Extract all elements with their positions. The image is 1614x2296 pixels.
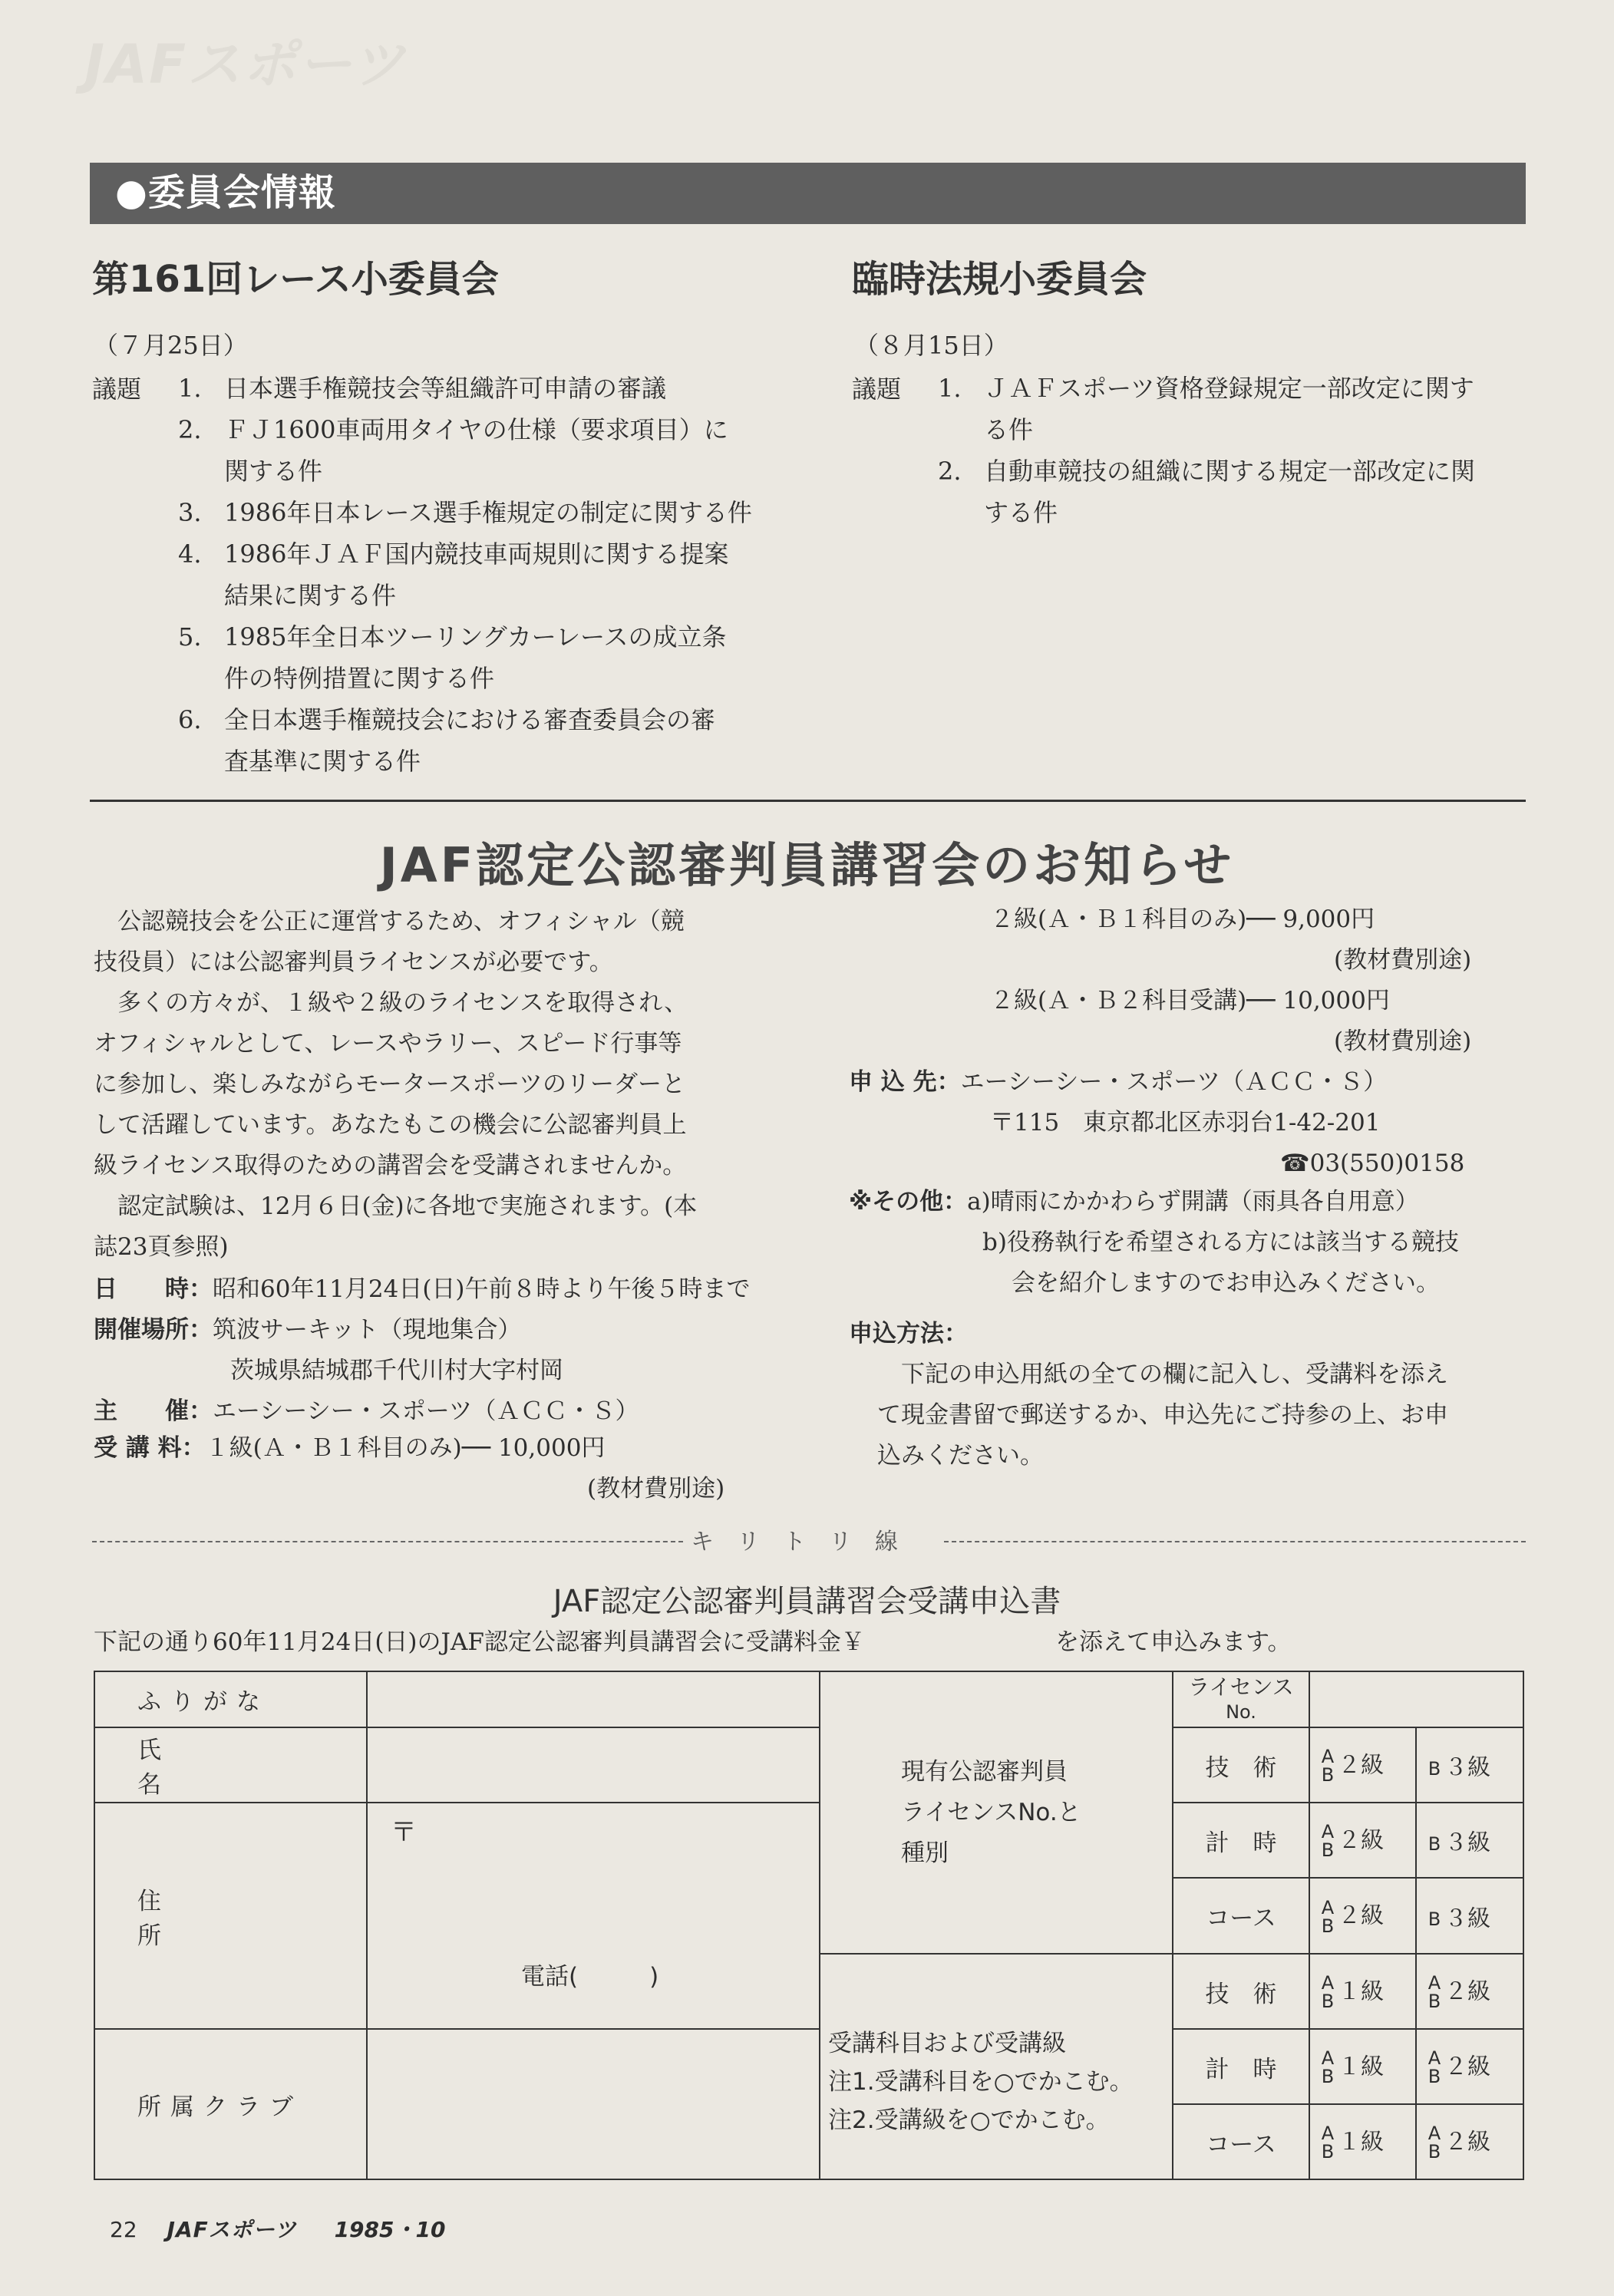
ab-mark: A B xyxy=(1321,1896,1335,1937)
item-text: る件 xyxy=(984,415,1034,444)
race-committee-date: （７月25日） xyxy=(94,331,248,360)
fee-1-note: (教材費別途) xyxy=(587,1475,725,1503)
item-text: 結果に関する件 xyxy=(224,581,397,610)
notice-paragraph-line: オフィシャルとして、レースやラリー、スピード行事等 xyxy=(94,1030,682,1057)
row-label-course-2: コース xyxy=(1173,2104,1309,2179)
cut-line-label: キ リ ト リ 線 xyxy=(691,1529,898,1555)
other-row xyxy=(849,1182,1419,1222)
application-form xyxy=(94,1671,1524,2180)
item-text: 1985年全日本ツーリングカーレースの成立条 xyxy=(224,622,727,652)
item-number: 1. xyxy=(178,374,202,403)
form-intro-a: 下記の通り60年11月24日(日)のJAF認定公認審判員講習会に受講料金￥ xyxy=(94,1628,865,1656)
course-tech-grade2[interactable]: A B ２級 xyxy=(1416,1954,1523,2029)
notice-paragraph-line: 認定試験は、12月６日(金)に各地で実施されます。(本 xyxy=(94,1193,698,1220)
host-label: 主 催： xyxy=(94,1397,213,1425)
date-value: 昭和60年11月24日(日)午前８時より午後５時まで xyxy=(213,1275,751,1303)
current-course-grade3[interactable]: B ３級 xyxy=(1416,1878,1523,1954)
form-intro-b: を添えて申込みます。 xyxy=(1055,1628,1292,1656)
address-field[interactable] xyxy=(367,1803,820,2029)
row-label-course-1: 計 時 xyxy=(1173,2029,1309,2104)
postal-mark: 〒 xyxy=(391,1817,417,1849)
course-course-grade1[interactable]: A B １級 xyxy=(1309,2104,1416,2179)
address-label-text: 住所 xyxy=(137,1887,284,1950)
license-no-l2: No. xyxy=(1226,1701,1256,1723)
faint-header-logo: JAFスポーツ xyxy=(84,33,407,96)
course-timing-grade1[interactable]: A B １級 xyxy=(1309,2029,1416,2104)
b-mark: B xyxy=(1428,1908,1441,1931)
date-label: 日 時： xyxy=(94,1275,213,1303)
method-line: 込みください。 xyxy=(877,1442,1044,1470)
license-no-label xyxy=(1173,1671,1309,1727)
notice-paragraph-line: 多くの方々が、１級や２級のライセンスを取得され、 xyxy=(94,989,688,1017)
b-mark: B xyxy=(1428,1833,1441,1855)
row-label-course-0: 技 術 xyxy=(1173,1954,1309,2029)
course-tech-grade1[interactable]: A B １級 xyxy=(1309,1954,1416,2029)
fee-label: 受 講 料： xyxy=(94,1434,206,1462)
method-line: て現金書留で郵送するか、申込先にご持参の上、お申 xyxy=(877,1401,1448,1429)
date-row xyxy=(94,1269,751,1310)
regulation-committee-date: （８月15日） xyxy=(854,331,1008,360)
fee-3: ２級(Ａ・Ｂ２科目受講)── 10,000円 xyxy=(990,987,1390,1014)
notice-paragraph-line: 技役員）には公認審判員ライセンスが必要です。 xyxy=(94,948,613,976)
race-committee-title: 第161回レース小委員会 xyxy=(92,258,499,301)
row-label-current-1: 計 時 xyxy=(1173,1803,1309,1878)
ab-mark: A B xyxy=(1428,1972,1441,2013)
course-l1: 受講科目および受講級 xyxy=(828,2030,1066,2058)
venue-address: 茨城県結城郡千代川村大字村岡 xyxy=(230,1357,563,1384)
item-number: 3. xyxy=(178,498,202,527)
other-label: ※その他： xyxy=(849,1188,968,1216)
item-text: 1986年日本レース選手権規定の制定に関する件 xyxy=(224,498,752,527)
venue-value: 筑波サーキット（現地集合） xyxy=(213,1316,522,1344)
course-course-grade2[interactable]: A B ２級 xyxy=(1416,2104,1523,2179)
magazine-logo: JAFスポーツ xyxy=(167,2217,297,2242)
ab-mark: A B xyxy=(1321,1746,1335,1786)
apply-phone: ☎03(550)0158 xyxy=(1280,1150,1465,1177)
item-text: 件の特例措置に関する件 xyxy=(224,664,495,693)
course-timing-grade2[interactable]: A B ２級 xyxy=(1416,2029,1523,2104)
item-text: 1986年ＪＡＦ国内競技車両規則に関する提案 xyxy=(224,539,729,569)
apply-to-label: 申 込 先： xyxy=(849,1068,961,1096)
notice-paragraph-line: 公認競技会を公正に運営するため、オフィシャル（競 xyxy=(94,908,685,935)
notice-paragraph-line: して活躍しています。あなたもこの機会に公認審判員上 xyxy=(94,1111,687,1139)
current-course-grade2[interactable]: A B ２級 xyxy=(1309,1878,1416,1954)
other-b2: 会を紹介しますのでお申込みください。 xyxy=(1012,1269,1440,1297)
page-footer xyxy=(110,2213,445,2244)
item-text: する件 xyxy=(984,498,1058,527)
item-text: 査基準に関する件 xyxy=(224,747,421,776)
item-text: 日本選手権競技会等組織許可申請の審議 xyxy=(224,374,667,403)
name-label-text: 氏名 xyxy=(137,1737,284,1800)
regulation-committee-title: 臨時法規小委員会 xyxy=(852,258,1147,301)
fee-2: ２級(Ａ・Ｂ１科目のみ)── 9,000円 xyxy=(990,906,1375,933)
ab-mark: A B xyxy=(1321,2123,1335,2163)
apply-address: 〒115 東京都北区赤羽台1-42-201 xyxy=(990,1109,1381,1136)
other-a: a)晴雨にかかわらず開講（雨具各自用意） xyxy=(967,1188,1419,1216)
name-label xyxy=(94,1727,367,1803)
current-license-l1: 現有公認審判員 xyxy=(901,1757,1068,1786)
club-label: 所属クラブ xyxy=(94,2029,367,2179)
section-divider xyxy=(90,800,1526,802)
notice-paragraph-line: に参加し、楽しみながらモータースポーツのリーダーと xyxy=(94,1070,685,1098)
cut-line-left xyxy=(92,1541,683,1542)
issue-date: 1985・10 xyxy=(334,2217,446,2242)
regulation-agenda-label: 議題 xyxy=(852,374,902,404)
apply-to-row xyxy=(849,1062,1387,1103)
race-agenda-label: 議題 xyxy=(92,374,142,404)
fee-2-note: (教材費別途) xyxy=(1334,946,1472,974)
item-text: ＪＡＦスポーツ資格登録規定一部改定に関す xyxy=(984,374,1474,403)
item-text: ＦＪ1600車両用タイヤの仕様（要求項目）に xyxy=(224,415,728,444)
notice-paragraph-line: 級ライセンス取得のための講習会を受講されませんか。 xyxy=(94,1152,687,1179)
item-number: 2. xyxy=(938,457,962,486)
item-number: 4. xyxy=(178,539,202,569)
item-text: 自動車競技の組織に関する規定一部改定に関 xyxy=(984,457,1476,486)
fee-row xyxy=(94,1428,605,1469)
address-label xyxy=(94,1803,367,2029)
host-value: エーシーシー・スポーツ（ＡＣＣ・Ｓ） xyxy=(213,1397,639,1425)
form-title: JAF認定公認審判員講習会受講申込書 xyxy=(553,1584,1061,1619)
name-field[interactable] xyxy=(367,1727,820,1803)
fee-1: １級(Ａ・Ｂ１科目のみ)── 10,000円 xyxy=(205,1434,606,1462)
item-text: 全日本選手権競技会における審査委員会の審 xyxy=(224,705,716,734)
fee-3-note: (教材費別途) xyxy=(1334,1028,1472,1055)
other-b1: b)役務執行を希望される方には該当する競技 xyxy=(982,1229,1459,1256)
club-field[interactable] xyxy=(367,2029,820,2179)
current-timing-grade2[interactable]: A B ２級 xyxy=(1309,1803,1416,1878)
b-mark: B xyxy=(1428,1757,1441,1780)
notice-paragraph-line: 誌23頁参照) xyxy=(94,1233,229,1261)
furigana-label: ふりがな xyxy=(94,1671,367,1727)
course-l3: 注2.受講級を○でかこむ。 xyxy=(828,2106,1110,2135)
item-number: 1. xyxy=(938,374,962,403)
row-label-current-0: 技 術 xyxy=(1173,1727,1309,1803)
item-number: 5. xyxy=(178,622,202,652)
ab-mark: A B xyxy=(1321,2047,1335,2088)
item-number: 6. xyxy=(178,705,202,734)
page-number: 22 xyxy=(110,2217,137,2242)
venue-label: 開催場所： xyxy=(94,1316,213,1344)
item-number: 2. xyxy=(178,415,202,444)
ab-mark: A B xyxy=(1321,1972,1335,2013)
ab-mark: A B xyxy=(1428,2123,1441,2163)
notice-title: JAF認定公認審判員講習会のお知らせ xyxy=(379,837,1235,893)
current-timing-grade3[interactable]: B ３級 xyxy=(1416,1803,1523,1878)
current-tech-grade3[interactable]: B ３級 xyxy=(1416,1727,1523,1803)
course-label xyxy=(820,1954,1173,2179)
license-no-l1: ライセンス xyxy=(1188,1674,1294,1700)
banner-title: ●委員会情報 xyxy=(115,171,336,214)
current-license-l3: 種別 xyxy=(901,1839,949,1867)
current-license-label xyxy=(820,1671,1173,1954)
venue-row xyxy=(94,1310,521,1351)
method-line: 下記の申込用紙の全ての欄に記入し、受講料を添え xyxy=(877,1361,1448,1388)
phone-label: 電話( ) xyxy=(521,1963,659,1991)
ab-mark: A B xyxy=(1428,2047,1441,2088)
item-text: 関する件 xyxy=(224,457,323,486)
apply-to-value: エーシーシー・スポーツ（ＡＣＣ・Ｓ） xyxy=(960,1068,1388,1096)
current-tech-grade2[interactable]: A B ２級 xyxy=(1309,1727,1416,1803)
ab-mark: A B xyxy=(1321,1821,1335,1862)
method-label: 申込方法： xyxy=(849,1320,968,1348)
course-l2: 注1.受講科目を○でかこむ。 xyxy=(828,2068,1134,2096)
furigana-field[interactable] xyxy=(367,1671,820,1727)
row-label-current-2: コース xyxy=(1173,1878,1309,1954)
cut-line-right xyxy=(944,1541,1526,1542)
license-no-field[interactable] xyxy=(1309,1671,1523,1727)
host-row xyxy=(94,1391,639,1432)
current-license-l2: ライセンスNo.と xyxy=(901,1798,1081,1826)
